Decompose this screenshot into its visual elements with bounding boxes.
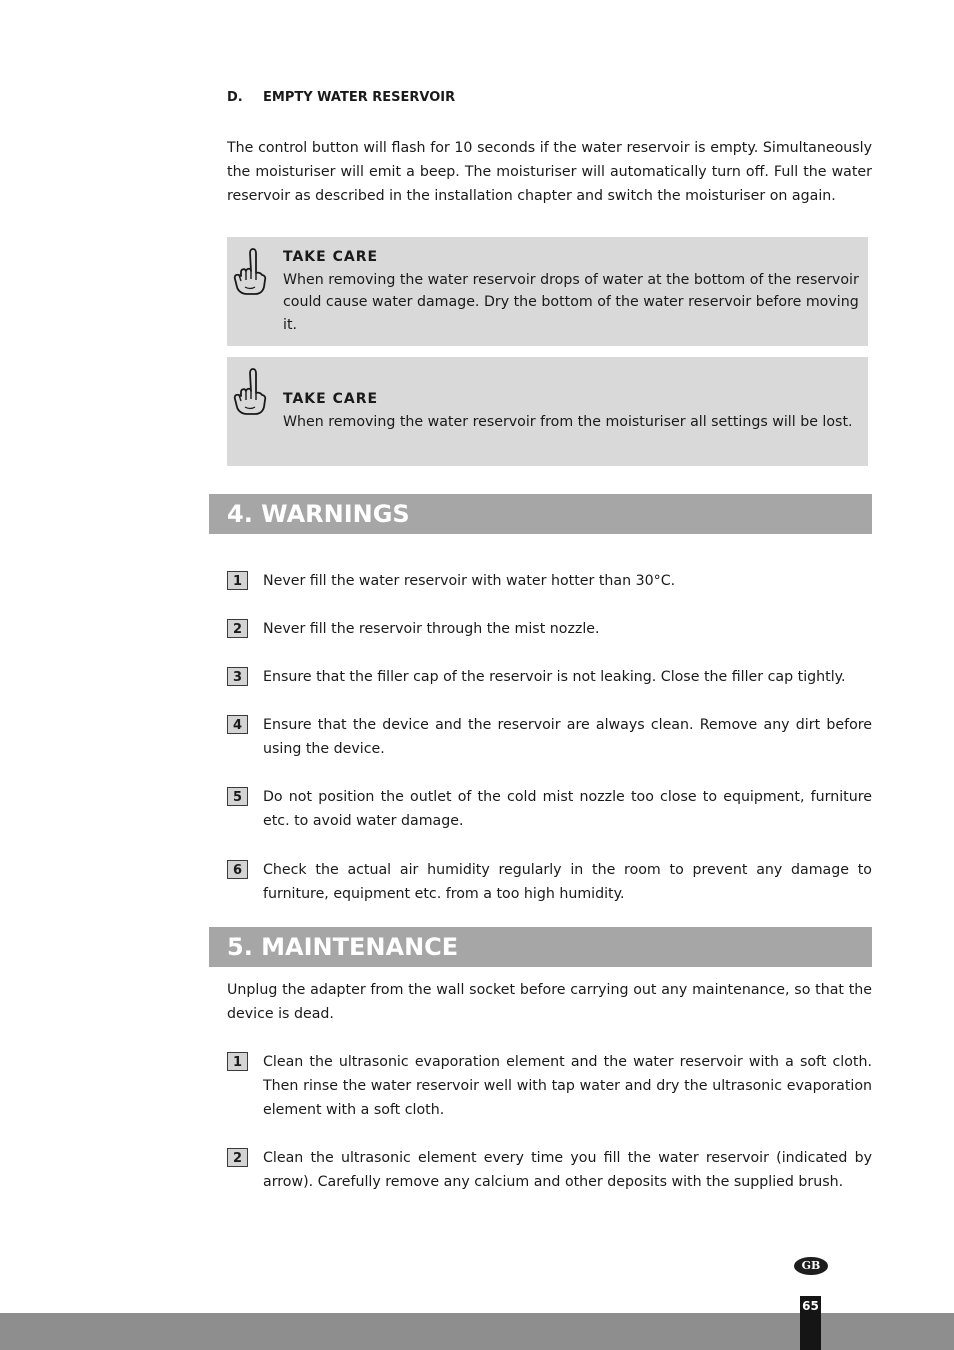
- item-number: 6: [227, 860, 248, 879]
- item-number: 1: [227, 1052, 248, 1071]
- item-number: 2: [227, 1148, 248, 1167]
- section-d-heading: [227, 90, 455, 105]
- item-number: 1: [227, 571, 248, 590]
- take-care-message: When removing the water reservoir from the moisturiser all settings will be lost.: [283, 413, 853, 430]
- maintenance-heading: 5. MAINTENANCE: [209, 927, 872, 967]
- maintenance-intro: Unplug the adapter from the wall socket before carrying out any maintenance, so that the device is dead.: [227, 982, 872, 1022]
- item-number: 4: [227, 715, 248, 734]
- pointing-hand-icon: [233, 367, 267, 415]
- section-d-body: The control button will flash for 10 seconds if the water reservoir is empty. Simultaneously the moisturiser will emit a beep. The moisturiser will automatically turn off. Full the water reservoir as described in the installation chapter and switch the moisturiser on again.: [227, 140, 872, 204]
- item-number: 3: [227, 667, 248, 686]
- item-text: Ensure that the filler cap of the reservoir is not leaking. Close the filler cap tightly.: [263, 669, 846, 685]
- item-text: Clean the ultrasonic evaporation element and the water reservoir with a soft cloth. Then rinse the water reservoir well with tap water and dry the ultrasonic evaporation element with a soft cloth.: [263, 1054, 872, 1118]
- section-title: EMPTY WATER RESERVOIR: [263, 90, 456, 105]
- section-letter: D.: [227, 90, 243, 105]
- take-care-title: TAKE CARE: [283, 391, 379, 407]
- item-text: Never fill the water reservoir with water hotter than 30°C.: [263, 573, 676, 589]
- take-care-text: [283, 246, 864, 336]
- take-care-title: TAKE CARE: [283, 249, 379, 265]
- page-number: 65: [800, 1296, 821, 1350]
- pointing-hand-icon: [233, 247, 267, 295]
- warnings-heading: 4. WARNINGS: [209, 494, 872, 534]
- take-care-box-2: [227, 357, 868, 466]
- item-text: Clean the ultrasonic element every time you fill the water reservoir (indicated by arrow). Carefully remove any calcium and other deposits with the supplied brush.: [263, 1150, 872, 1190]
- take-care-text: [283, 388, 864, 433]
- item-text: Ensure that the device and the reservoir are always clean. Remove any dirt before using the device.: [263, 717, 872, 757]
- item-text: Do not position the outlet of the cold mist nozzle too close to equipment, furniture etc. to avoid water damage.: [263, 789, 872, 829]
- take-care-box-1: [227, 237, 868, 346]
- item-number: 2: [227, 619, 248, 638]
- item-number: 5: [227, 787, 248, 806]
- language-badge: GB: [794, 1257, 828, 1275]
- item-text: Never fill the reservoir through the mist nozzle.: [263, 621, 600, 637]
- take-care-message: When removing the water reservoir drops of water at the bottom of the reservoir could cause water damage. Dry the bottom of the water reservoir before moving it.: [283, 271, 859, 333]
- item-text: Check the actual air humidity regularly in the room to prevent any damage to furniture, equipment etc. from a too high humidity.: [263, 862, 872, 902]
